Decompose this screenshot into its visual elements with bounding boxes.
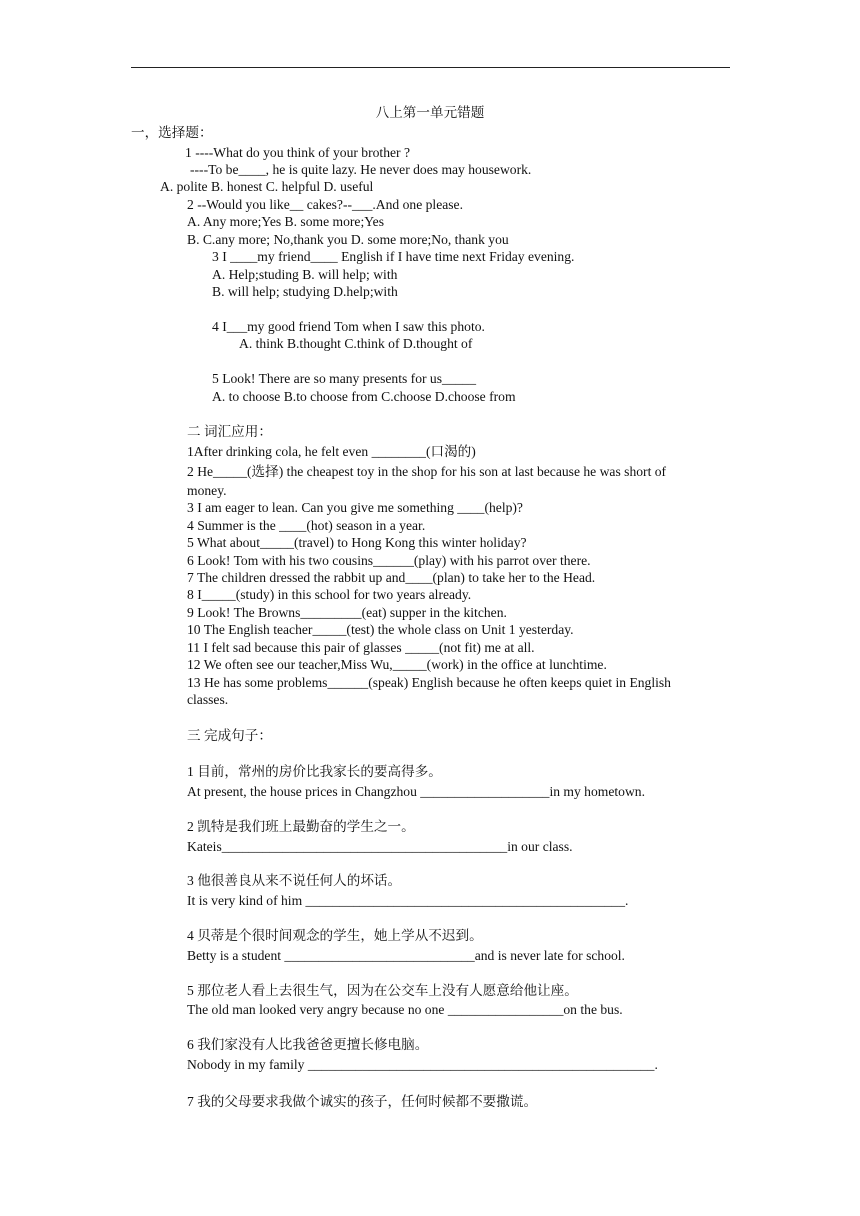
exercise-line: 5 What about_____(travel) to Hong Kong this winter holiday? (187, 535, 527, 550)
option-line: A. to choose B.to choose from C.choose D.choose from (212, 389, 516, 404)
option-line: B. C.any more; No,thank you D. some more;No, thank you (187, 232, 509, 247)
exercise-line: money. (187, 483, 227, 498)
exercise-line: 4 Summer is the ____(hot) season in a year. (187, 518, 426, 533)
section2-heading: 二 词汇应用： (187, 424, 272, 439)
exercise-line: classes. (187, 692, 229, 707)
sentence-chinese: 2 凯特是我们班上最勤奋的学生之一。 (187, 819, 415, 834)
exercise-line: 7 The children dressed the rabbit up and____(plan) to take her to the Head. (187, 570, 596, 585)
option-line: A. polite B. honest C. helpful D. useful (160, 179, 374, 194)
question-line: 1 ----What do you think of your brother ? (185, 145, 410, 160)
sentence-english: At present, the house prices in Changzhou ___________________in my hometown. (187, 784, 645, 799)
sentence-chinese: 3 他很善良从来不说任何人的坏话。 (187, 873, 402, 888)
sentence-chinese: 6 我们家没有人比我爸爸更擅长修电脑。 (187, 1037, 429, 1052)
exercise-line: 11 I felt sad because this pair of glasses _____(not fit) me at all. (187, 640, 535, 655)
section3-heading: 三 完成句子： (187, 728, 272, 743)
question-line: 2 --Would you like__ cakes?--___.And one please. (187, 197, 463, 212)
exercise-line: 10 The English teacher_____(test) the whole class on Unit 1 yesterday. (187, 622, 574, 637)
header-rule (131, 67, 730, 68)
question-line: 3 I ____my friend____ English if I have time next Friday evening. (212, 249, 575, 264)
question-line: 5 Look! There are so many presents for us_____ (212, 371, 477, 386)
section1-heading: 一，选择题： (131, 125, 213, 140)
exercise-line: 3 I am eager to lean. Can you give me something ____(help)? (187, 500, 523, 515)
sentence-chinese: 4 贝蒂是个很时间观念的学生，她上学从不迟到。 (187, 928, 483, 943)
exercise-line: 13 He has some problems______(speak) English because he often keeps quiet in English (187, 675, 671, 690)
exercise-line: 1After drinking cola, he felt even ________(口渴的) (187, 444, 476, 459)
exercise-line: 8 I_____(study) in this school for two years already. (187, 587, 472, 602)
question-line: 4 I___my good friend Tom when I saw this photo. (212, 319, 485, 334)
sentence-english: Betty is a student ____________________________and is never late for school. (187, 948, 625, 963)
sentence-chinese: 7 我的父母要求我做个诚实的孩子，任何时候都不要撒谎。 (187, 1094, 538, 1109)
sentence-english: It is very kind of him _______________________________________________. (187, 893, 629, 908)
sentence-chinese: 5 那位老人看上去很生气，因为在公交车上没有人愿意给他让座。 (187, 983, 578, 998)
option-line: A. Help;studing B. will help; with (212, 267, 398, 282)
sentence-english: The old man looked very angry because no one _________________on the bus. (187, 1002, 623, 1017)
sentence-english: Kateis__________________________________________in our class. (187, 839, 573, 854)
option-line: A. think B.thought C.think of D.thought of (239, 336, 473, 351)
exercise-line: 12 We often see our teacher,Miss Wu,_____(work) in the office at lunchtime. (187, 657, 607, 672)
sentence-chinese: 1 目前，常州的房价比我家长的要高得多。 (187, 764, 442, 779)
page-title: 八上第一单元错题 (375, 105, 485, 120)
option-line: B. will help; studying D.help;with (212, 284, 398, 299)
option-line: A. Any more;Yes B. some more;Yes (187, 214, 385, 229)
exercise-line: 2 He_____(选择) the cheapest toy in the shop for his son at last because he was short of (187, 464, 667, 479)
question-line: ----To be____, he is quite lazy. He never does may housework. (190, 162, 532, 177)
sentence-english: Nobody in my family ___________________________________________________. (187, 1057, 658, 1072)
exercise-line: 9 Look! The Browns_________(eat) supper in the kitchen. (187, 605, 507, 620)
exercise-line: 6 Look! Tom with his two cousins______(play) with his parrot over there. (187, 553, 591, 568)
